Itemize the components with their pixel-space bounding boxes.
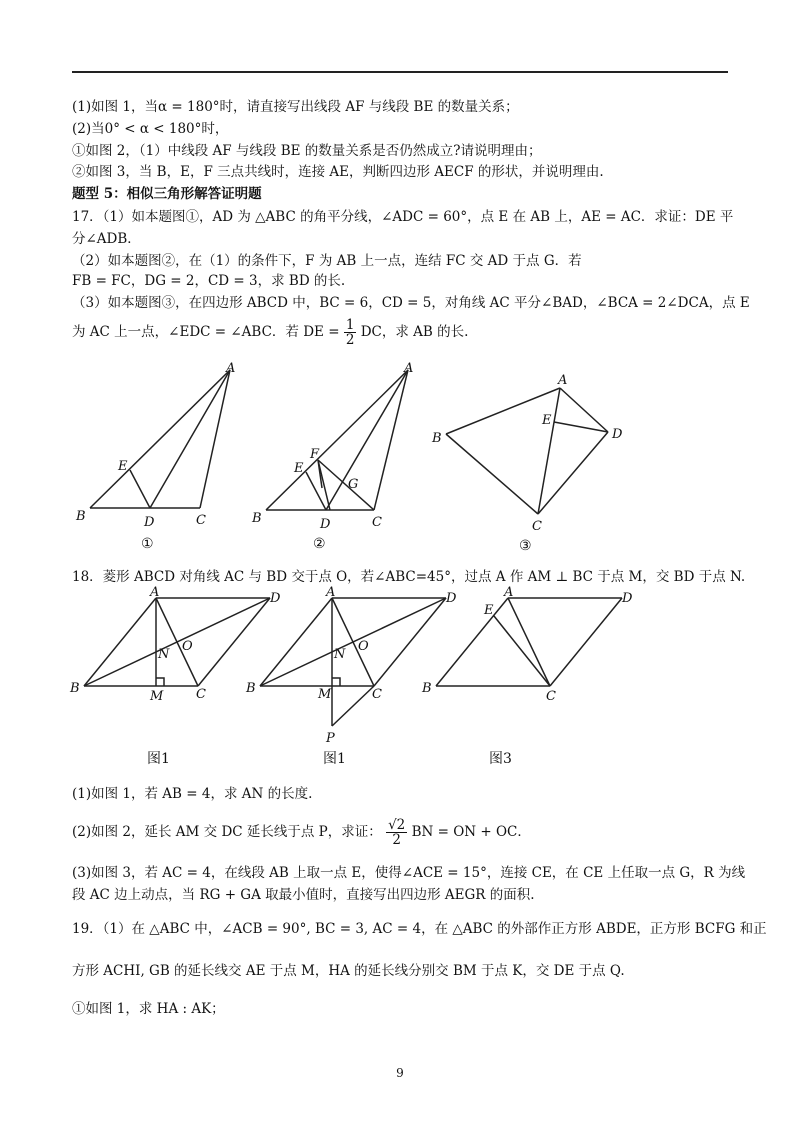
- label-a: A: [226, 361, 236, 376]
- label-b: B: [252, 511, 262, 526]
- text-line: (1)如图 1，若 AB = 4，求 AN 的长度.: [72, 786, 313, 802]
- text-segment: DC，求 AB 的长.: [360, 324, 469, 340]
- figure-18-3: [420, 586, 640, 706]
- label-d: D: [144, 515, 155, 530]
- text-line: 方形 ACHI, GB 的延长线交 AE 于点 M，HA 的延长线分别交 BM 于点 K，交 DE 于点 Q.: [72, 963, 625, 979]
- label-d: D: [446, 591, 457, 606]
- figure-caption: ③: [519, 538, 532, 554]
- fraction: [386, 818, 407, 847]
- text-line: [72, 818, 531, 847]
- label-d: D: [622, 591, 633, 606]
- section-heading: 题型 5：相似三角形解答证明题: [72, 186, 262, 202]
- label-e: E: [542, 413, 552, 428]
- label-a: A: [504, 586, 514, 600]
- label-m: M: [150, 689, 164, 704]
- label-a: A: [150, 586, 160, 600]
- figure-caption: ①: [141, 536, 154, 552]
- label-c: C: [532, 519, 542, 534]
- label-o: O: [358, 639, 369, 654]
- text-line: 18．菱形 ABCD 对角线 AC 与 BD 交于点 O，若∠ABC=45°，过点 A 作 AM ⊥ BC 于点 M，交 BD 于点 N.: [72, 569, 746, 585]
- text-line: ②如图 3，当 B，E，F 三点共线时，连接 AE，判断四边形 AECF 的形状，并说明理由.: [72, 164, 604, 180]
- text-segment: BN = ON + OC．: [411, 824, 531, 840]
- figure-caption: 图3: [489, 751, 512, 767]
- label-c: C: [196, 513, 206, 528]
- label-d: D: [270, 591, 281, 606]
- text-line: (1)如图 1，当α = 180°时，请直接写出线段 AF 与线段 BE 的数量关系；: [72, 99, 519, 115]
- header-rule: [72, 71, 728, 73]
- label-n: N: [158, 647, 170, 662]
- label-f: F: [310, 447, 320, 462]
- label-b: B: [70, 681, 80, 696]
- fraction: [344, 318, 357, 347]
- label-b: B: [422, 681, 432, 696]
- text-line: (3)如图 3，若 AC = 4，在线段 AB 上取一点 E，使得∠ACE = 15°，连接 CE，在 CE 上任取一点 G，R 为线: [72, 865, 746, 881]
- text-line: （2）如本题图②，在（1）的条件下，F 为 AB 上一点，连结 FC 交 AD 于点 G．若: [72, 253, 582, 269]
- text-line: ①如图 1，求 HA : AK；: [72, 1001, 225, 1017]
- label-p: P: [326, 731, 335, 746]
- label-c: C: [196, 687, 206, 702]
- figure-caption: 图1: [323, 751, 346, 767]
- label-a: A: [326, 586, 336, 600]
- figure-17-2: [250, 360, 420, 532]
- label-m: M: [318, 687, 332, 702]
- label-a: A: [404, 361, 414, 376]
- label-b: B: [76, 509, 86, 524]
- label-g: G: [348, 477, 359, 492]
- label-o: O: [182, 639, 193, 654]
- figure-17-1: [72, 360, 242, 530]
- text-line: （3）如本题图③，在四边形 ABCD 中，BC = 6，CD = 5，对角线 AC 平分∠BAD，∠BCA = 2∠DCA，点 E: [72, 295, 750, 311]
- label-b: B: [432, 431, 442, 446]
- label-e: E: [484, 603, 494, 618]
- figure-caption: 图1: [147, 751, 170, 767]
- label-n: N: [334, 647, 346, 662]
- figure-17-3: [430, 368, 630, 538]
- fraction-numerator: 1: [345, 317, 355, 333]
- text-segment: 为 AC 上一点，∠EDC = ∠ABC．若 DE =: [72, 324, 340, 340]
- label-c: C: [372, 687, 382, 702]
- label-d: D: [612, 427, 623, 442]
- fraction-denominator: 2: [392, 832, 401, 848]
- fraction-denominator: 2: [345, 332, 355, 348]
- label-b: B: [246, 681, 256, 696]
- text-segment: (2)如图 2，延长 AM 交 DC 延长线于点 P，求证：: [72, 824, 382, 840]
- text-line: (2)当0° < α < 180°时，: [72, 121, 229, 137]
- label-e: E: [294, 461, 304, 476]
- text-line: [72, 318, 468, 347]
- label-d: D: [320, 517, 331, 532]
- label-c: C: [372, 515, 382, 530]
- text-line: ①如图 2，（1）中线段 AF 与线段 BE 的数量关系是否仍然成立?请说明理由；: [72, 143, 542, 159]
- text-line: 分∠ADB．: [72, 231, 141, 247]
- text-line: FB = FC，DG = 2，CD = 3，求 BD 的长.: [72, 273, 346, 289]
- figure-caption: ②: [313, 536, 326, 552]
- text-line: 19．（1）在 △ABC 中，∠ACB = 90°, BC = 3, AC = 4，在 △ABC 的外部作正方形 ABDE，正方形 BCFG 和正: [72, 921, 767, 937]
- label-a: A: [558, 373, 568, 388]
- text-line: 17．（1）如本题图①，AD 为 △ABC 的角平分线，∠ADC = 60°，点 E 在 AB 上，AE = AC．求证：DE 平: [72, 209, 734, 225]
- text-line: 段 AC 边上动点，当 RG + GA 取最小值时，直接写出四边形 AEGR 的面积.: [72, 887, 535, 903]
- label-c: C: [546, 689, 556, 704]
- page-number: 9: [396, 1066, 404, 1080]
- label-e: E: [118, 459, 128, 474]
- fraction-numerator: √2: [388, 817, 406, 833]
